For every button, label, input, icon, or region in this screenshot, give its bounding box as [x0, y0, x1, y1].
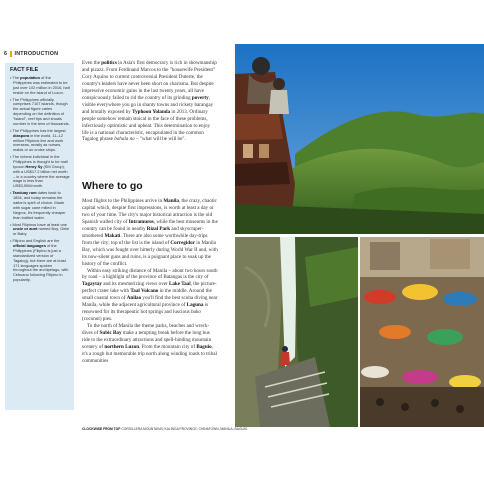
bold-term: Tanduay rum	[12, 190, 37, 196]
photo-caption	[82, 427, 248, 431]
text-run: and skyscraper-smothered	[82, 225, 204, 239]
section-marker	[10, 51, 12, 57]
kalinga-illustration	[235, 237, 358, 427]
text-run: • The richest individual in the Philippines is thought to be mall tycoon	[10, 154, 68, 169]
bold-term: Manila	[163, 198, 179, 204]
text-run: you'll find the best scuba diving near Manila, while the adjacent agricultural province of	[82, 295, 218, 309]
text-run: Even the	[82, 60, 102, 66]
text-run: To the north of Manila the theme parks, beaches and wreck-dives of	[82, 323, 210, 337]
text-run: , the picture-perfect crater lake with	[82, 281, 217, 295]
bold-term: Anilao	[126, 295, 142, 302]
text-run: in the middle. Around the small coastal town of	[82, 288, 212, 302]
bold-term: Subic Bay	[99, 330, 122, 337]
text-run: Within easy striking distance of Manila – about two hours south by road – a highlight of the province of Batangas is the city of	[82, 267, 218, 281]
text-run: – "what will be will be".	[134, 136, 186, 143]
text-run: , it's a rough but memorable trip north along winding roads to tribal communities	[82, 344, 217, 364]
text-run: , the crazy, chaotic capital which, despite first impressions, is worth at least a day or two of your time. The city's major historical attraction is the old Spanish walled city of	[82, 198, 217, 225]
fact-file-title: FACT FILE	[10, 67, 39, 73]
fact-file-list	[10, 76, 70, 283]
bold-term: Baguio	[196, 344, 212, 351]
fact-item	[10, 129, 70, 153]
text-run: in the world, 11–12 million Filipinos live and work overseas, mostly as nurses, maids or on cruise ships.	[13, 132, 64, 153]
text-run: • The Philippines has the largest	[10, 127, 66, 133]
bold-term: northern Luzon	[104, 344, 140, 351]
fact-item	[10, 239, 70, 283]
text-run: dates back to 1854, and today remains the nation's spirit of choice. Made with sugar cane milled in Negros, it's frequently cheaper than bottled water.	[13, 190, 66, 220]
page-number: 6	[4, 51, 7, 57]
intro-column-text	[82, 60, 218, 143]
bold-term: official languages	[13, 243, 46, 249]
body-paragraph	[82, 268, 218, 324]
fact-item	[10, 98, 70, 127]
fact-item	[10, 76, 70, 95]
bold-term: uncle or aunt	[13, 226, 38, 232]
photo-chinatown-manila	[360, 237, 484, 427]
bold-term: diaspora	[13, 132, 30, 138]
bold-term: Typhoon Yolanda	[132, 108, 171, 115]
text-run: (SM Group), with a US$17.2 billion net worth – in a country where the average wage is less than US$3,900/month.	[13, 163, 70, 189]
chinatown-illustration	[360, 237, 484, 427]
bold-term: Taal Volcano	[130, 288, 159, 295]
body-paragraph	[82, 60, 218, 143]
photo-kalinga-province	[235, 237, 358, 427]
bold-term: Laguna	[186, 302, 204, 309]
bold-term: Makati	[104, 232, 121, 239]
text-run: of the Philippines (Filipino is just a standardized version of Tagalog), but there are at least 171 languages spoken throughout the archipelago, with Cebuano following Filipino in popularity.	[13, 243, 69, 283]
fact-item	[10, 223, 70, 238]
text-run: , visible everywhere you go in shanty towns and rickety barangay and brutally exposed by	[82, 94, 214, 115]
photo-cordillera-mountains	[235, 44, 484, 234]
body-paragraph	[82, 198, 218, 268]
text-run: •	[10, 190, 13, 196]
text-run: in Manila Bay, which was fought over bitterly during World War II and, with its now-silent guns and ruins, is a poignant place to soak up the history of the conflict.	[82, 239, 218, 267]
fact-item	[10, 155, 70, 189]
fact-item	[10, 191, 70, 220]
italic-term: buko	[190, 309, 201, 316]
text-run: • Most Filipinos have at least one	[10, 221, 67, 227]
bold-term: Tagaytay	[82, 281, 102, 288]
where-to-go-heading: Where to go	[82, 180, 143, 192]
text-run: • The Philippines officially comprises 7107 islands, though the actual figure varies depending on the definition of "island", reef tips and shoals number in the tens of thousands.	[10, 96, 70, 126]
body-paragraph	[82, 323, 218, 365]
text-run: • The	[10, 75, 21, 80]
running-header	[4, 49, 58, 59]
text-run: in Asia's first democracy is rich in showmanship and pizazz. From Ferdinand Marcos to the "housewife President" Cory Aquino to current controversial President Duterte, the country's leaders have never been short on charisma. But despite impressive economic gains in the last twenty years, all have conspicuously failed to rid the country of its grinding	[82, 60, 217, 101]
text-run: Most flights to the Philippines arrive in	[82, 198, 164, 204]
italic-term: bahala na	[114, 136, 135, 143]
text-run: named Boy, Girlie or Baby.	[13, 226, 70, 237]
text-run: and its mesmerizing views over	[101, 281, 169, 288]
cordillera-illustration	[235, 44, 484, 234]
text-run: of the Philippines was estimated to be just over 102 million in 2016, half reside on the island of Luzon.	[13, 75, 70, 95]
section-title: INTRODUCTION	[14, 51, 59, 57]
bold-term: Lake Taal	[168, 281, 191, 288]
text-run: . There are also some worthwhile day-trips from the city; top of the list is the island of	[82, 232, 208, 246]
caption-label: CLOCKWISE FROM TOP	[82, 427, 121, 431]
text-run: , while the best museums in the country can be found in nearby	[82, 218, 218, 232]
text-run: make a tempting break before the long bus ride to the extraordinary attractions and spell-binding mountain scenery of	[82, 330, 212, 351]
bold-term: population	[20, 75, 41, 80]
caption-text: CORDILLERA MOUNTAINS; KALINGA PROVINCE; CHINATOWN, MANILA; BAGUIO	[121, 427, 248, 431]
bold-term: Intramuros	[128, 218, 154, 225]
text-run: in 2013. Ordinary people somehow remain stoical in the face of these problems, infectiously optimistic and upbeat. This determination to enjoy life is a national characteristic, encapsulated in the common Tagalog phrase	[82, 108, 211, 143]
bold-term: Henry Sy	[25, 163, 43, 169]
fact-file-box	[5, 63, 74, 410]
bold-term: poverty	[191, 94, 209, 101]
where-to-go-text	[82, 198, 218, 365]
text-run: (coconut) pies.	[82, 316, 113, 323]
bold-term: politics	[101, 60, 117, 66]
text-run: • Filipino and English are the	[10, 238, 60, 244]
bold-term: Rizal Park	[146, 225, 171, 232]
text-run: . From the mountain city of	[139, 344, 197, 351]
text-run: is renowned for its therapeutic hot springs and luscious	[82, 302, 209, 316]
bold-term: Corregidor	[170, 239, 195, 246]
